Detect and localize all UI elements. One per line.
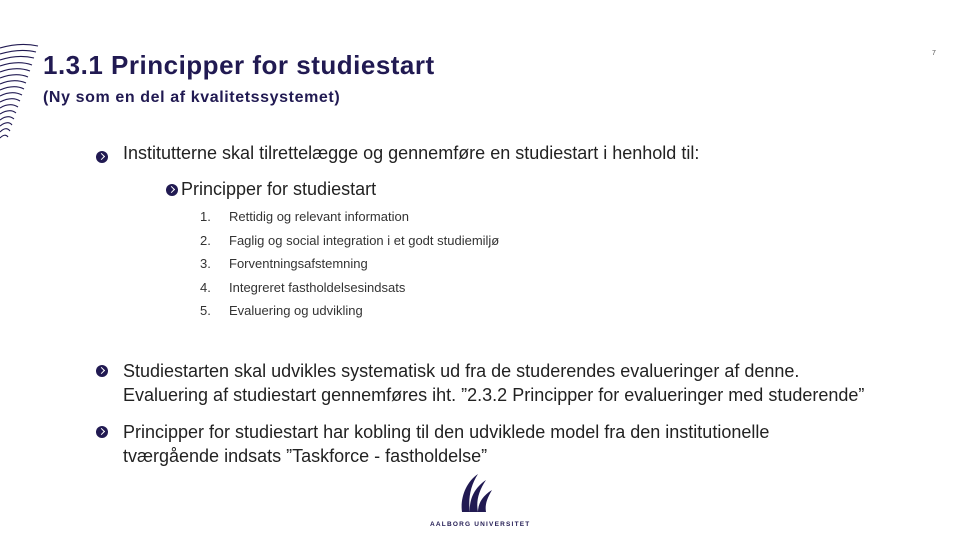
list-item-text: Rettidig og relevant information: [229, 209, 409, 224]
numbered-list: [200, 209, 499, 327]
list-number: 2.: [200, 232, 211, 248]
bullet-line: Evaluering af studiestart gennemføres iht. ”2.3.2 Principper for evalueringer med studerende”: [123, 385, 865, 405]
list-number: 5.: [200, 303, 211, 319]
list-number: 4.: [200, 279, 211, 295]
decorative-wave-pattern: [0, 40, 40, 150]
list-item-text: Evaluering og udvikling: [229, 303, 363, 319]
bullet-line: Studiestarten skal udvikles systematisk ud fra de studerendes evalueringer af denne.: [123, 361, 800, 381]
page-number: 7: [932, 50, 936, 57]
bullet-text: [123, 359, 864, 407]
sub-bullet-text: Principper for studiestart: [181, 179, 377, 199]
chevron-bullet-icon: [96, 426, 108, 438]
list-item: [200, 233, 499, 257]
chevron-bullet-icon: [166, 184, 178, 196]
list-item: [200, 280, 499, 304]
logo-text: AALBORG UNIVERSITET: [430, 521, 531, 528]
bullet-line: tværgående indsats ”Taskforce - fastholdelse”: [123, 446, 488, 466]
university-logo-icon: [456, 472, 496, 514]
bullet-line: Principper for studiestart har kobling til den udviklede model fra den institutionelle: [123, 422, 770, 442]
list-item-text: Integreret fastholdelsesindsats: [229, 279, 406, 295]
list-item-text: Faglig og social integration i et godt studiemiljø: [229, 232, 500, 248]
list-item: [200, 256, 499, 280]
list-item-text: Forventningsafstemning: [229, 256, 368, 272]
chevron-bullet-icon: [96, 365, 108, 377]
bullet-text: Institutterne skal tilrettelægge og gennemføre en studiestart i henhold til:: [123, 143, 700, 163]
page-subtitle: (Ny som en del af kvalitetssystemet): [43, 89, 341, 106]
list-item: [200, 303, 499, 327]
bullet-text: [123, 420, 769, 468]
chevron-bullet-icon: [96, 151, 108, 163]
list-number: 1.: [200, 209, 211, 224]
list-number: 3.: [200, 256, 211, 272]
list-item: [200, 209, 499, 233]
page-title: 1.3.1 Principper for studiestart: [43, 50, 435, 80]
